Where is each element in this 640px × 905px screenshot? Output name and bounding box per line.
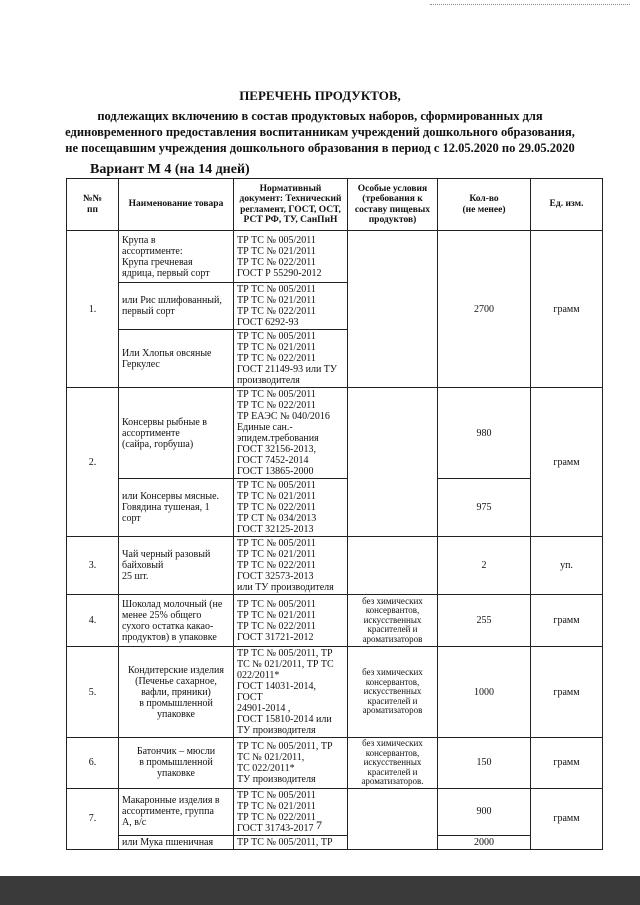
- unit: уп.: [531, 537, 603, 595]
- product-name: Чай черный разовый байховый 25 шт.: [119, 537, 234, 595]
- table-row: [67, 835, 603, 849]
- unit: грамм: [531, 595, 603, 647]
- row-number: 3.: [67, 537, 119, 595]
- normative-doc: ТР ТС № 005/2011, ТР: [234, 835, 348, 849]
- unit: грамм: [531, 388, 603, 537]
- special-conditions: [348, 388, 438, 537]
- quantity: 2000: [438, 835, 531, 849]
- table-header-row: [67, 179, 603, 231]
- special-conditions: [348, 537, 438, 595]
- normative-doc: ТР ТС № 005/2011 ТР ТС № 021/2011 ТР ТС № 022/2011 ТР СТ № 034/2013 ГОСТ 32125-2013: [234, 479, 348, 537]
- normative-doc: ТР ТС № 005/2011 ТР ТС № 021/2011 ТР ТС № 022/2011 ГОСТ 31721-2012: [234, 595, 348, 647]
- quantity: 980: [438, 388, 531, 479]
- subtitle-line-1: подлежащих включению в состав продуктовых наборов, сформированных для: [97, 109, 543, 123]
- row-number: 6.: [67, 738, 119, 789]
- subtitle-line-2: единовременного предоставления воспитанникам учреждений дошкольного образования,: [65, 125, 575, 139]
- title-block: [60, 88, 580, 156]
- variant-heading: Вариант М 4 (на 14 дней): [90, 162, 250, 177]
- quantity: 255: [438, 595, 531, 647]
- quantity: 2: [438, 537, 531, 595]
- row-number: 2.: [67, 388, 119, 537]
- scan-bottom-edge: [0, 876, 640, 905]
- header-conditions: Особые условия (требования к составу пищевых продуктов): [348, 179, 438, 231]
- table-row: [67, 595, 603, 647]
- normative-doc: ТР ТС № 005/2011 ТР ТС № 021/2011 ТР ТС № 022/2011 ГОСТ Р 55290-2012: [234, 231, 348, 283]
- table-row: [67, 388, 603, 479]
- header-unit: Ед. изм.: [531, 179, 603, 231]
- row-number: 1.: [67, 231, 119, 388]
- row-number: 7.: [67, 788, 119, 849]
- header-quantity: Кол-во (не менее): [438, 179, 531, 231]
- header-doc: Нормативный документ: Технический регламент, ГОСТ, ОСТ, РСТ РФ, ТУ, СанПиН: [234, 179, 348, 231]
- product-name: Или Хлопья овсяные Геркулес: [119, 330, 234, 388]
- table-row: [67, 647, 603, 738]
- product-name: или Рис шлифованный, первый сорт: [119, 283, 234, 330]
- product-name: Шоколад молочный (не менее 25% общего сухого остатка какао- продуктов) в упаковке: [119, 595, 234, 647]
- special-conditions: без химических консервантов, искусственных красителей и ароматизаторов: [348, 595, 438, 647]
- product-name: или Мука пшеничная: [119, 835, 234, 849]
- special-conditions: без химических консервантов, искусственных красителей и ароматизаторов.: [348, 738, 438, 789]
- row-number: 4.: [67, 595, 119, 647]
- quantity: 1000: [438, 647, 531, 738]
- quantity: 2700: [438, 231, 531, 388]
- table-row: [67, 479, 603, 537]
- product-name: Батончик – мюсли в промышленной упаковке: [119, 738, 234, 789]
- quantity: 975: [438, 479, 531, 537]
- table-row: [67, 231, 603, 283]
- document-title: ПЕРЕЧЕНЬ ПРОДУКТОВ,: [239, 88, 401, 103]
- scan-artifact-line: [430, 4, 630, 5]
- special-conditions: без химических консервантов, искусственных красителей и ароматизаторов: [348, 647, 438, 738]
- unit: грамм: [531, 738, 603, 789]
- normative-doc: ТР ТС № 005/2011 ТР ТС № 021/2011 ТР ТС № 022/2011 ГОСТ 31743-2017: [234, 788, 348, 835]
- table-row: [67, 738, 603, 789]
- normative-doc: ТР ТС № 005/2011 ТР ТС № 021/2011 ТР ТС № 022/2011 ГОСТ 21149-93 или ТУ производителя: [234, 330, 348, 388]
- normative-doc: ТР ТС № 005/2011, ТР ТС № 021/2011, ТС 022/2011* ТУ производителя: [234, 738, 348, 789]
- product-name: Макаронные изделия в ассортименте, группа А, в/с: [119, 788, 234, 835]
- quantity: 900: [438, 788, 531, 835]
- products-table: [66, 178, 603, 850]
- subtitle-line-3: не посещавшим учреждения дошкольного образования в период с 12.05.2020 по 29.05.2020: [65, 141, 575, 155]
- row-number: 5.: [67, 647, 119, 738]
- header-name: Наименование товара: [119, 179, 234, 231]
- normative-doc: ТР ТС № 005/2011, ТР ТС № 021/2011, ТР ТС 022/2011* ГОСТ 14031-2014, ГОСТ 24901-2014 , ГОСТ 15810-2014 или ТУ производителя: [234, 647, 348, 738]
- table-row: [67, 788, 603, 835]
- product-name: Крупа в ассортименте: Крупа гречневая ядрица, первый сорт: [119, 231, 234, 283]
- table-row: [67, 537, 603, 595]
- product-name: Кондитерские изделия (Печенье сахарное, вафли, пряники) в промышленной упаковке: [119, 647, 234, 738]
- page-number: 7: [316, 818, 322, 832]
- normative-doc: ТР ТС № 005/2011 ТР ТС № 021/2011 ТР ТС № 022/2011 ГОСТ 6292-93: [234, 283, 348, 330]
- unit: грамм: [531, 647, 603, 738]
- quantity: 150: [438, 738, 531, 789]
- special-conditions: [348, 231, 438, 388]
- unit: грамм: [531, 788, 603, 849]
- special-conditions: [348, 788, 438, 849]
- product-name: Консервы рыбные в ассортименте (сайра, горбуша): [119, 388, 234, 479]
- normative-doc: ТР ТС № 005/2011 ТР ТС № 022/2011 ТР ЕАЭС № 040/2016 Единые сан.- эпидем.требования ГОСТ 32156-2013, ГОСТ 7452-2014 ГОСТ 13865-2000: [234, 388, 348, 479]
- normative-doc: ТР ТС № 005/2011 ТР ТС № 021/2011 ТР ТС № 022/2011 ГОСТ 32573-2013 или ТУ производителя: [234, 537, 348, 595]
- product-name: или Консервы мясные. Говядина тушеная, 1 сорт: [119, 479, 234, 537]
- header-num: №№ пп: [67, 179, 119, 231]
- unit: грамм: [531, 231, 603, 388]
